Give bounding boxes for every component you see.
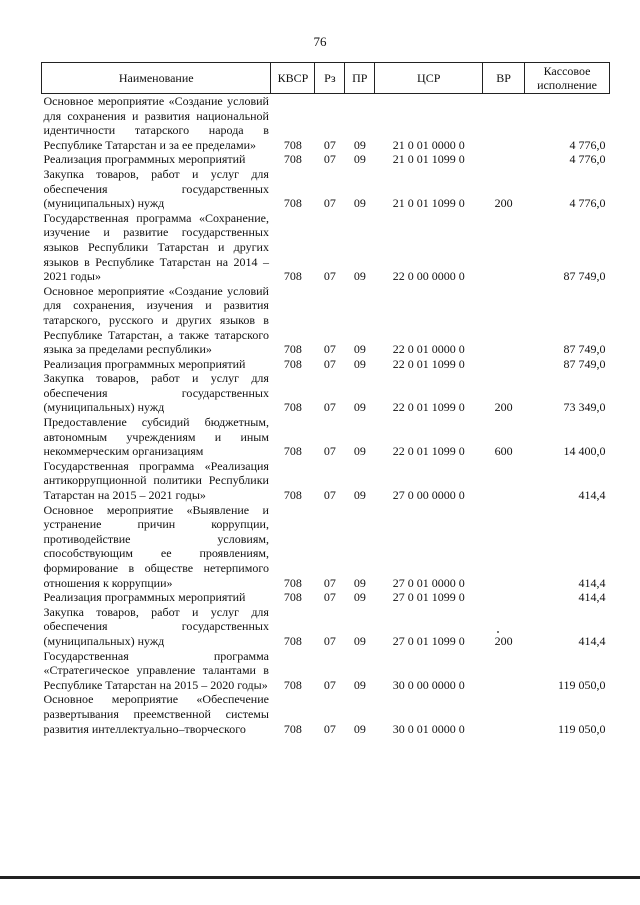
row-amount: 73 349,0	[563, 400, 606, 415]
row-rz: 07	[323, 196, 336, 211]
row-rz: 07	[323, 137, 336, 152]
table-row	[42, 371, 610, 415]
row-kvsr: 708	[283, 269, 302, 284]
row-pr: 09	[353, 400, 366, 415]
row-rz: 07	[323, 590, 336, 605]
row-amount: 414,4	[578, 590, 606, 605]
row-csr: 27 0 01 1099 0	[392, 590, 465, 605]
table-row	[42, 357, 610, 372]
row-csr: 27 0 01 1099 0	[392, 633, 465, 648]
table-row	[42, 649, 610, 693]
table-row	[42, 167, 610, 211]
row-vr	[483, 503, 525, 591]
row-csr: 22 0 00 0000 0	[392, 269, 465, 284]
row-csr: 21 0 01 1099 0	[392, 152, 465, 167]
header-amount: Кассовое исполнение	[525, 63, 610, 94]
table-row	[42, 459, 610, 503]
row-name: Закупка товаров, работ и услуг для обеспечения государственных (муниципальных) нужд	[43, 371, 269, 415]
row-kvsr: 708	[283, 590, 302, 605]
row-csr: 22 0 01 1099 0	[392, 400, 465, 415]
table-row	[42, 94, 610, 153]
table-row	[42, 503, 610, 591]
row-vr	[483, 590, 525, 605]
row-name: Основное мероприятие «Создание условий для сохранения и развития национальной идентичности татарского народа в Республике Татарстан и за ее пределами»	[43, 94, 269, 152]
table-row	[42, 692, 610, 736]
row-csr: 27 0 01 0000 0	[392, 575, 465, 590]
row-rz: 07	[323, 269, 336, 284]
row-name: Реализация программных мероприятий	[43, 590, 246, 605]
header-pr: ПР	[345, 63, 375, 94]
row-kvsr: 708	[283, 342, 302, 357]
row-name: Основное мероприятие «Выявление и устранение причин коррупции, противодействие условиям, способствующим ее проявлениям, формирование в обществе нетерпимого отношения к коррупции»	[43, 502, 269, 590]
row-kvsr: 708	[283, 137, 302, 152]
row-rz: 07	[323, 575, 336, 590]
row-name: Государственная программа «Стратегическое управление талантами в Республике Татарстан на 2015 – 2020 годы»	[43, 648, 269, 692]
row-pr: 09	[353, 575, 366, 590]
row-vr	[483, 94, 525, 153]
row-name: Основное мероприятие «Обеспечение развертывания преемственной системы развития интеллектуально–творческого	[43, 692, 269, 736]
row-vr	[483, 459, 525, 503]
row-pr: 09	[353, 444, 366, 459]
row-vr: 600	[494, 444, 513, 459]
row-rz: 07	[323, 356, 336, 371]
row-kvsr: 708	[283, 488, 302, 503]
row-pr: 09	[353, 721, 366, 736]
row-vr	[483, 211, 525, 284]
header-rz: Рз	[315, 63, 345, 94]
row-rz: 07	[323, 152, 336, 167]
row-vr: 200	[494, 400, 513, 415]
row-kvsr: 708	[283, 633, 302, 648]
row-name: Закупка товаров, работ и услуг для обеспечения государственных (муниципальных) нужд	[43, 166, 269, 211]
page-number: 76	[313, 34, 327, 49]
table-row	[42, 415, 610, 459]
row-amount: 414,4	[578, 575, 606, 590]
row-amount: 4 776,0	[569, 137, 606, 152]
row-pr: 09	[353, 137, 366, 152]
row-csr: 30 0 01 0000 0	[392, 721, 465, 736]
header-kvsr: КВСР	[271, 63, 315, 94]
row-name: Закупка товаров, работ и услуг для обеспечения государственных (муниципальных) нужд	[43, 604, 269, 648]
row-vr	[483, 152, 525, 167]
table-row	[42, 152, 610, 167]
row-amount: 414,4	[578, 488, 606, 503]
row-name: Предоставление субсидий бюджетным, автономным учреждениям и иным некоммерческим организациям	[43, 415, 269, 459]
header-vr: ВР	[483, 63, 525, 94]
row-pr: 09	[353, 196, 366, 211]
row-vr: 200	[494, 196, 513, 211]
row-pr: 09	[353, 677, 366, 692]
row-csr: 21 0 01 0000 0	[392, 137, 465, 152]
row-rz: 07	[323, 488, 336, 503]
row-kvsr: 708	[283, 721, 302, 736]
row-csr: 27 0 00 0000 0	[392, 488, 465, 503]
row-pr: 09	[353, 269, 366, 284]
row-vr	[483, 649, 525, 693]
row-csr: 30 0 00 0000 0	[392, 677, 465, 692]
row-vr	[483, 692, 525, 736]
row-kvsr: 708	[283, 444, 302, 459]
header-name: Наименование	[42, 63, 271, 94]
header-csr: ЦСР	[375, 63, 483, 94]
page-bottom-edge	[0, 876, 640, 879]
row-rz: 07	[323, 342, 336, 357]
row-pr: 09	[353, 633, 366, 648]
table-row	[42, 605, 610, 649]
table-row	[42, 284, 610, 357]
row-name: Основное мероприятие «Создание условий для сохранения, изучения и развития татарского, русского и других языков в Республике Татарстан, а также татарского языка за пределами республики»	[43, 283, 269, 357]
row-kvsr: 708	[283, 400, 302, 415]
row-csr: 21 0 01 1099 0	[392, 196, 465, 211]
scan-speck	[497, 631, 499, 633]
row-amount: 414,4	[578, 633, 606, 648]
row-kvsr: 708	[283, 677, 302, 692]
row-name: Реализация программных мероприятий	[43, 152, 246, 167]
row-vr	[483, 284, 525, 357]
row-kvsr: 708	[283, 356, 302, 371]
row-csr: 22 0 01 1099 0	[392, 444, 465, 459]
row-pr: 09	[353, 342, 366, 357]
row-csr: 22 0 01 0000 0	[392, 342, 465, 357]
row-rz: 07	[323, 721, 336, 736]
row-amount: 4 776,0	[569, 196, 606, 211]
row-rz: 07	[323, 444, 336, 459]
row-pr: 09	[353, 152, 366, 167]
row-amount: 119 050,0	[557, 677, 606, 692]
row-vr	[483, 357, 525, 372]
row-rz: 07	[323, 400, 336, 415]
row-pr: 09	[353, 356, 366, 371]
row-kvsr: 708	[283, 152, 302, 167]
row-rz: 07	[323, 677, 336, 692]
row-amount: 119 050,0	[557, 721, 606, 736]
budget-table	[41, 62, 610, 736]
row-kvsr: 708	[283, 575, 302, 590]
row-amount: 14 400,0	[563, 444, 606, 459]
row-kvsr: 708	[283, 196, 302, 211]
row-rz: 07	[323, 633, 336, 648]
table-header	[42, 63, 610, 94]
row-amount: 4 776,0	[569, 152, 606, 167]
row-name: Государственная программа «Реализация антикоррупционной политики Республики Татарстан на 2015 – 2021 годы»	[43, 458, 269, 503]
row-pr: 09	[353, 590, 366, 605]
row-name: Государственная программа «Сохранение, изучение и развитие государственных языков Республики Татарстан и других языков в Республике Татарстан на 2014 – 2021 годы»	[43, 210, 269, 284]
row-amount: 87 749,0	[563, 342, 606, 357]
row-amount: 87 749,0	[563, 356, 606, 371]
row-csr: 22 0 01 1099 0	[392, 356, 465, 371]
row-pr: 09	[353, 488, 366, 503]
row-amount: 87 749,0	[563, 269, 606, 284]
row-name: Реализация программных мероприятий	[43, 356, 246, 371]
table-row	[42, 590, 610, 605]
row-vr: 200	[494, 633, 513, 648]
table-row	[42, 211, 610, 284]
